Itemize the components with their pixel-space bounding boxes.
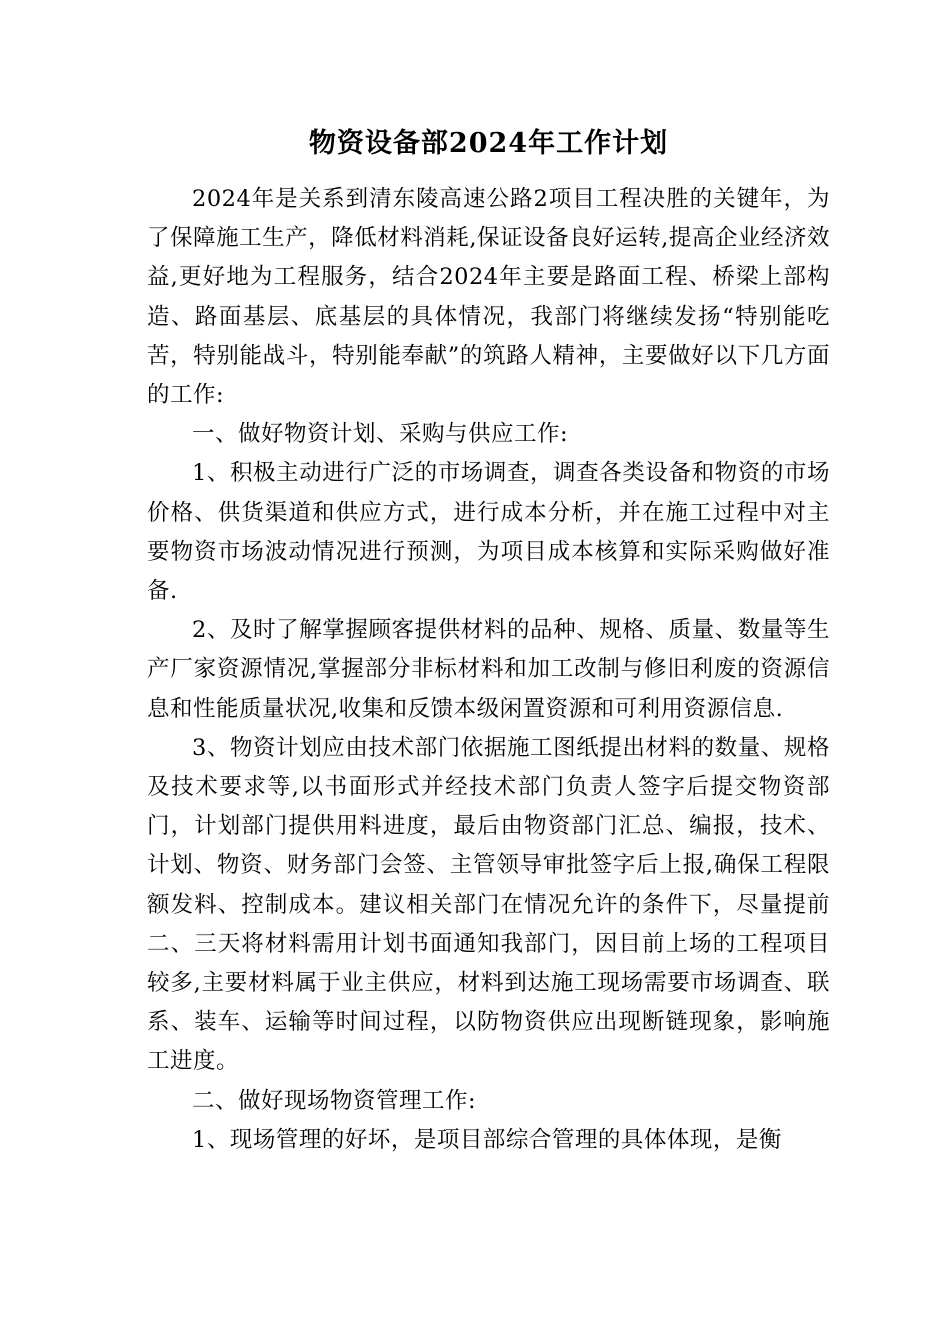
- paragraph-1-3: 3、物资计划应由技术部门依据施工图纸提出材料的数量、规格及技术要求等,以书面形式并经技术部门负责人签字后提交物资部门，计划部门提供用料进度，最后由物资部门汇总、编报，技术、计划、物资、财务部门会签、主管领导审批签字后上报,确保工程限额发料、控制成本。建议相关部门在情况允许的条件下，尽量提前二、三天将材料需用计划书面通知我部门，因目前上场的工程项目较多,主要材料属于业主供应，材料到达施工现场需要市场调查、联系、装车、运输等时间过程，以防物资供应出现断链现象，影响施工进度。: [147, 734, 830, 1075]
- document-title: 物资设备部2024年工作计划: [308, 128, 669, 159]
- paragraph-2-1: 1、现场管理的好坏，是项目部综合管理的具体体现，是衡: [192, 1126, 782, 1153]
- section-heading-2: 二、做好现场物资管理工作:: [192, 1087, 477, 1114]
- paragraph-1-2: 2、及时了解掌握顾客提供材料的品种、规格、质量、数量等生产厂家资源情况,掌握部分非标材料和加工改制与修旧利废的资源信息和性能质量状况,收集和反馈本级闲置资源和可利用资源信息.: [147, 617, 830, 722]
- paragraph-intro: 2024年是关系到清东陵高速公路2项目工程决胜的关键年，为了保障施工生产，降低材料消耗,保证设备良好运转,提高企业经济效益,更好地为工程服务，结合2024年主要是路面工程、桥梁上部构造、路面基层、底基层的具体情况，我部门将继续发扬“特别能吃苦，特别能战斗，特别能奉献”的筑路人精神，主要做好以下几方面的工作:: [147, 186, 830, 409]
- section-heading-1: 一、做好物资计划、采购与供应工作:: [192, 421, 569, 448]
- paragraph-1-1: 1、积极主动进行广泛的市场调查，调查各类设备和物资的市场价格、供货渠道和供应方式，进行成本分析，并在施工过程中对主要物资市场波动情况进行预测，为项目成本核算和实际采购做好准备.: [147, 460, 830, 605]
